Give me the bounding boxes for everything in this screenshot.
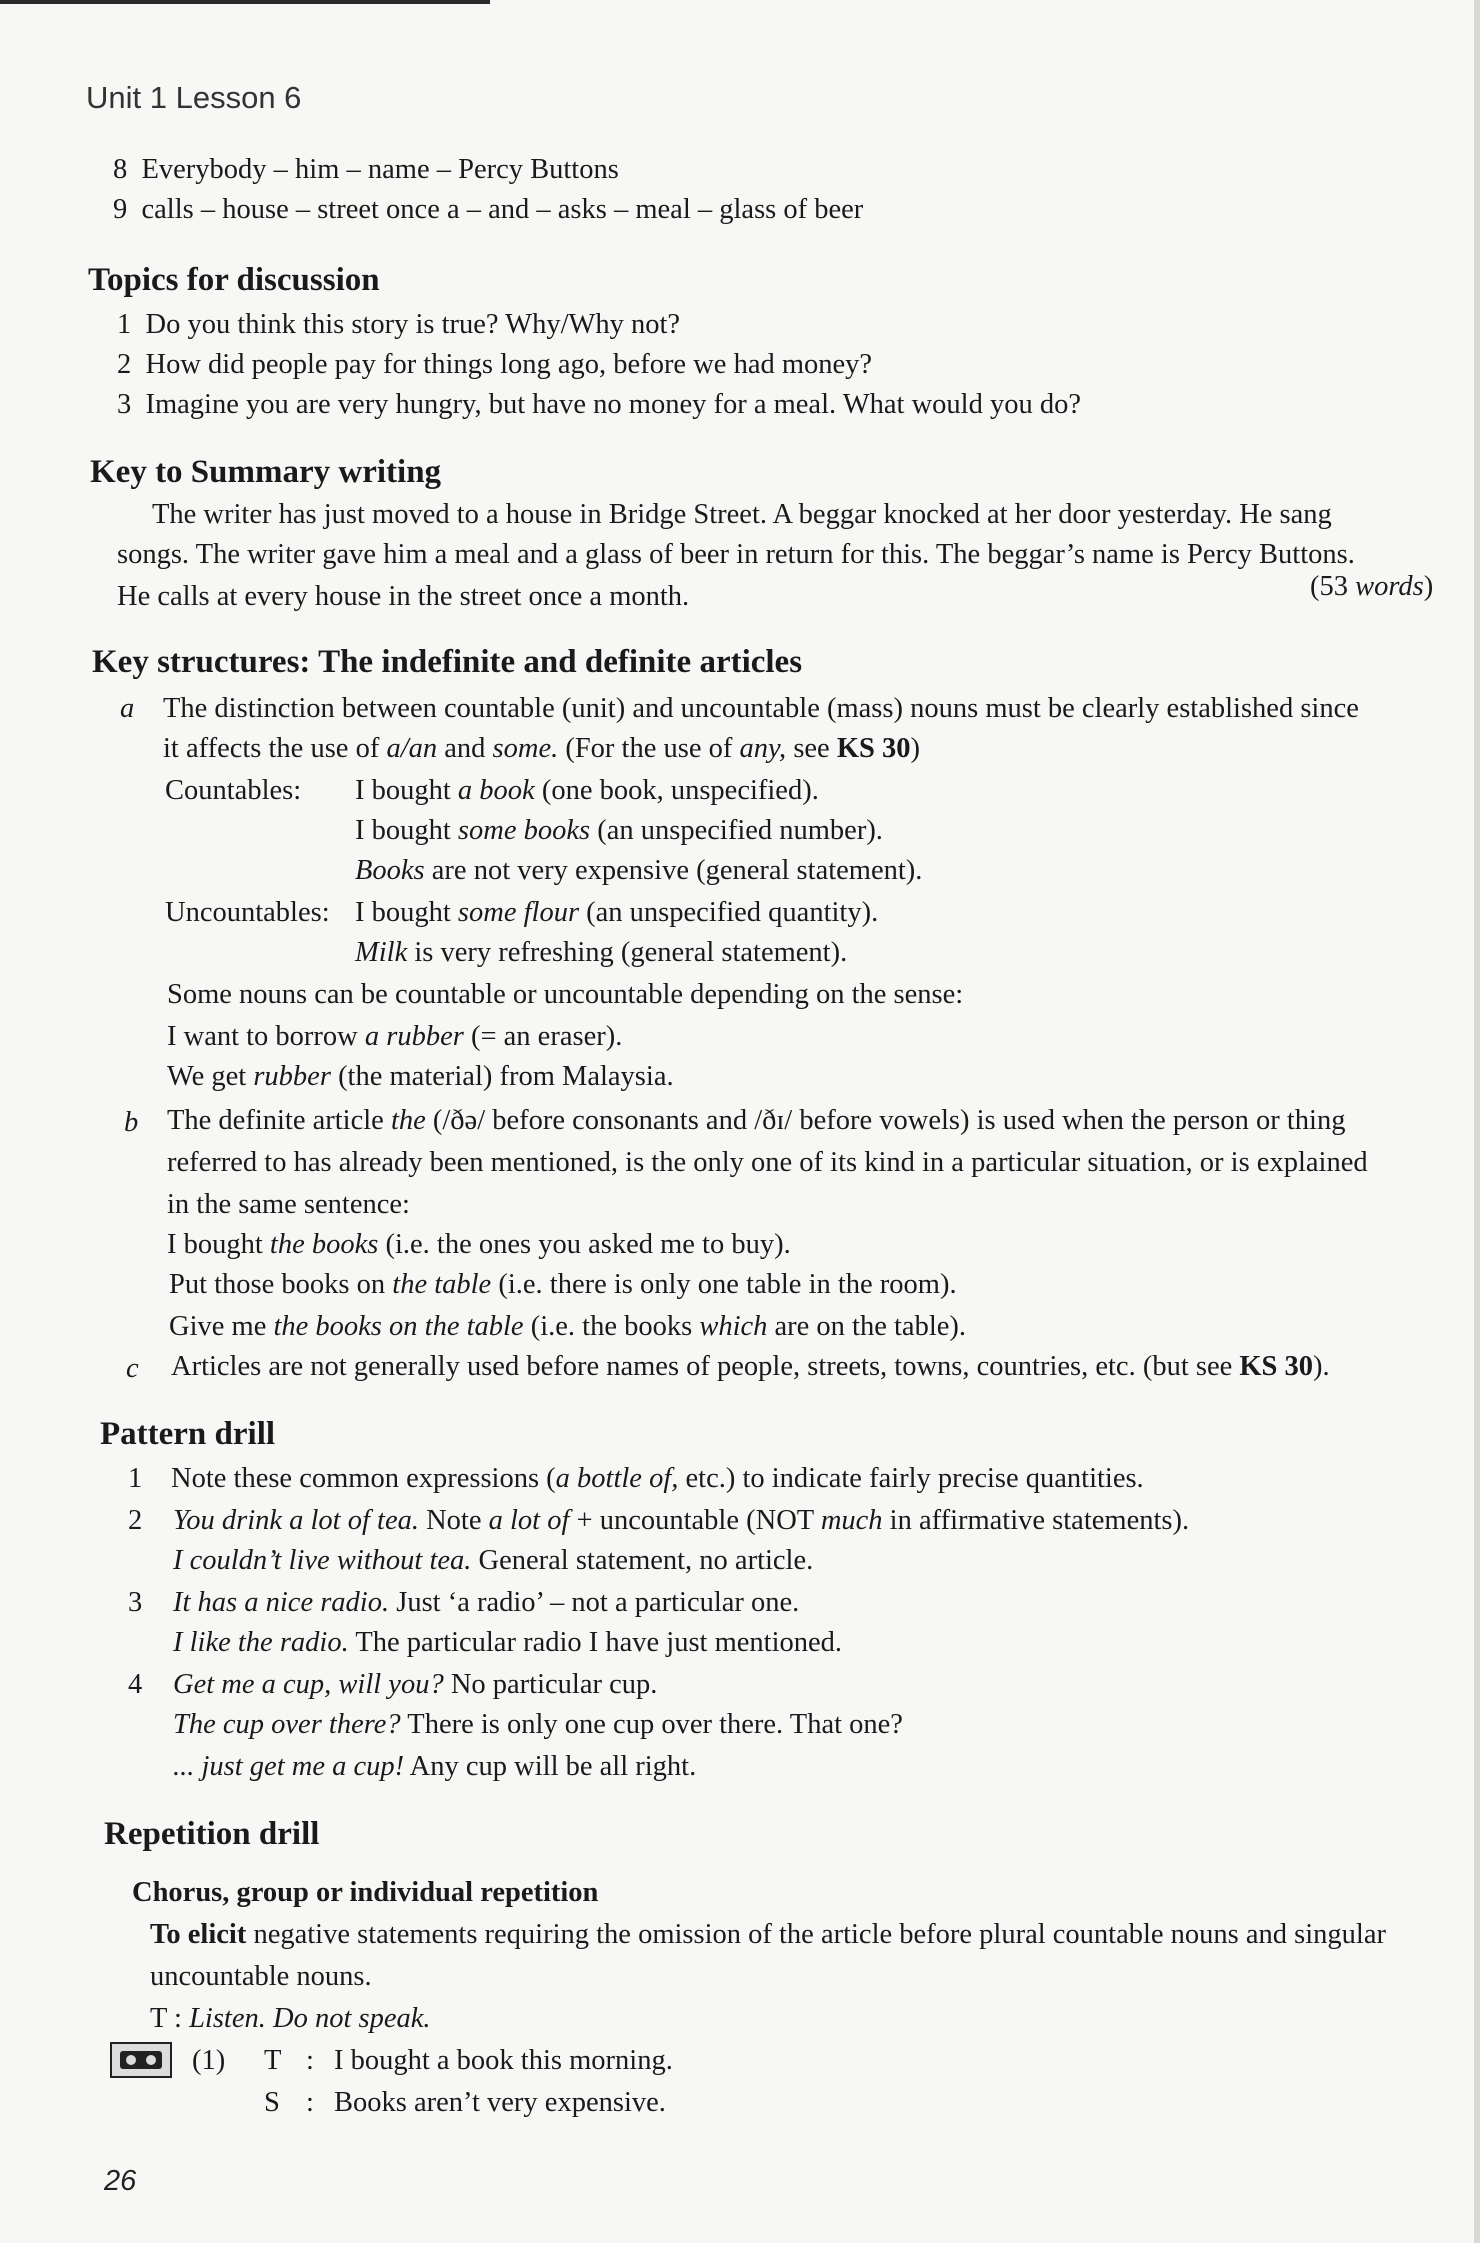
pattern-item-3: It has a nice radio. Just ‘a radio’ – not a particular one. — [173, 1587, 800, 1618]
ks-a-sense-example-1: I want to borrow a rubber (= an eraser). — [167, 1021, 623, 1052]
countables-example-1: I bought a book (one book, unspecified). — [355, 775, 819, 806]
section-letter-a: a — [120, 693, 135, 724]
pattern-item-3-line-2: I like the radio. The particular radio I have just mentioned. — [173, 1627, 843, 1658]
key-structures-heading: Key structures: The indefinite and definite articles — [92, 644, 803, 680]
topic-item-3: 3 Imagine you are very hungry, but have no money for a meal. What would you do? — [117, 389, 1081, 420]
ks-b-example-3: Give me the books on the table (i.e. the books which are on the table). — [169, 1311, 966, 1342]
uncountables-label: Uncountables: — [165, 897, 330, 928]
countables-example-2: I bought some books (an unspecified number). — [355, 815, 883, 846]
repetition-drill-heading: Repetition drill — [104, 1816, 320, 1852]
example-1-number: (1) — [192, 2045, 226, 2076]
ks-b-line-1: The definite article the (/ðə/ before consonants and /ðɪ/ before vowels) is used when the person or thing — [167, 1105, 1346, 1136]
countables-label: Countables: — [165, 775, 302, 806]
summary-heading: Key to Summary writing — [90, 454, 442, 490]
section-letter-c: c — [126, 1353, 139, 1384]
page-number: 26 — [104, 2165, 137, 2197]
ks-a-sense-note: Some nouns can be countable or uncountable depending on the sense: — [167, 979, 964, 1010]
word-count: (53 words) — [1310, 571, 1434, 602]
pattern-drill-heading: Pattern drill — [100, 1416, 276, 1452]
elicit-line-2: uncountable nouns. — [150, 1961, 372, 1992]
pattern-item-1-number: 1 — [128, 1463, 143, 1494]
summary-line-3: He calls at every house in the street once a month. — [117, 581, 690, 612]
ks-c-line-1: Articles are not generally used before names of people, streets, towns, countries, etc. (but see KS 30). — [171, 1351, 1330, 1382]
cue-item-8: 8 Everybody – him – name – Percy Buttons — [113, 154, 619, 185]
pattern-item-3-number: 3 — [128, 1587, 143, 1618]
example-1-teacher-text: I bought a book this morning. — [334, 2045, 673, 2076]
pattern-item-2-line-2: I couldn’t live without tea. General statement, no article. — [173, 1545, 814, 1576]
elicit-line-1: To elicit negative statements requiring the omission of the article before plural countable nouns and singular — [150, 1919, 1386, 1950]
repetition-subheading: Chorus, group or individual repetition — [132, 1877, 599, 1908]
ks-a-line-2: it affects the use of a/an and some. (For the use of any, see KS 30) — [163, 733, 920, 764]
example-1-student-colon: : — [306, 2087, 314, 2118]
pattern-item-2-number: 2 — [128, 1505, 143, 1536]
example-1-student-text: Books aren’t very expensive. — [334, 2087, 666, 2118]
ks-b-example-1: I bought the books (i.e. the ones you asked me to buy). — [167, 1229, 791, 1260]
topics-heading: Topics for discussion — [88, 262, 380, 298]
example-1-teacher-label: T — [264, 2045, 282, 2076]
running-header: Unit 1 Lesson 6 — [86, 80, 302, 115]
cue-item-9: 9 calls – house – street once a – and – asks – meal – glass of beer — [113, 194, 864, 225]
cassette-icon — [110, 2042, 172, 2078]
example-1-student-label: S — [264, 2087, 280, 2118]
section-letter-b: b — [124, 1107, 139, 1138]
uncountables-example-1: I bought some flour (an unspecified quantity). — [355, 897, 879, 928]
pattern-item-4: Get me a cup, will you? No particular cup. — [173, 1669, 658, 1700]
topic-item-1: 1 Do you think this story is true? Why/Why not? — [117, 309, 681, 340]
pattern-item-4-line-2: The cup over there? There is only one cup over there. That one? — [173, 1709, 903, 1740]
ks-b-line-2: referred to has already been mentioned, is the only one of its kind in a particular situation, or is explained — [167, 1147, 1368, 1178]
pattern-item-1: Note these common expressions (a bottle of, etc.) to indicate fairly precise quantities. — [171, 1463, 1144, 1494]
uncountables-example-2: Milk is very refreshing (general statement). — [355, 937, 848, 968]
countables-example-3: Books are not very expensive (general statement). — [355, 855, 923, 886]
summary-line-2: songs. The writer gave him a meal and a glass of beer in return for this. The beggar’s name is Percy Buttons. — [117, 539, 1355, 570]
ks-b-line-3: in the same sentence: — [167, 1189, 410, 1220]
pattern-item-2: You drink a lot of tea. Note a lot of + uncountable (NOT much in affirmative statements). — [173, 1505, 1190, 1536]
ks-a-sense-example-2: We get rubber (the material) from Malaysia. — [167, 1061, 674, 1092]
topic-item-2: 2 How did people pay for things long ago, before we had money? — [117, 349, 873, 380]
summary-line-1: The writer has just moved to a house in Bridge Street. A beggar knocked at her door yesterday. He sang — [152, 499, 1332, 530]
pattern-item-4-line-3: ... just get me a cup! Any cup will be all right. — [173, 1751, 697, 1782]
pattern-item-4-number: 4 — [128, 1669, 143, 1700]
ks-a-line-1: The distinction between countable (unit) and uncountable (mass) nouns must be clearly established since — [163, 693, 1359, 724]
ks-b-example-2: Put those books on the table (i.e. there is only one table in the room). — [169, 1269, 957, 1300]
example-1-teacher-colon: : — [306, 2045, 314, 2076]
teacher-instruction: T : Listen. Do not speak. — [150, 2003, 431, 2034]
